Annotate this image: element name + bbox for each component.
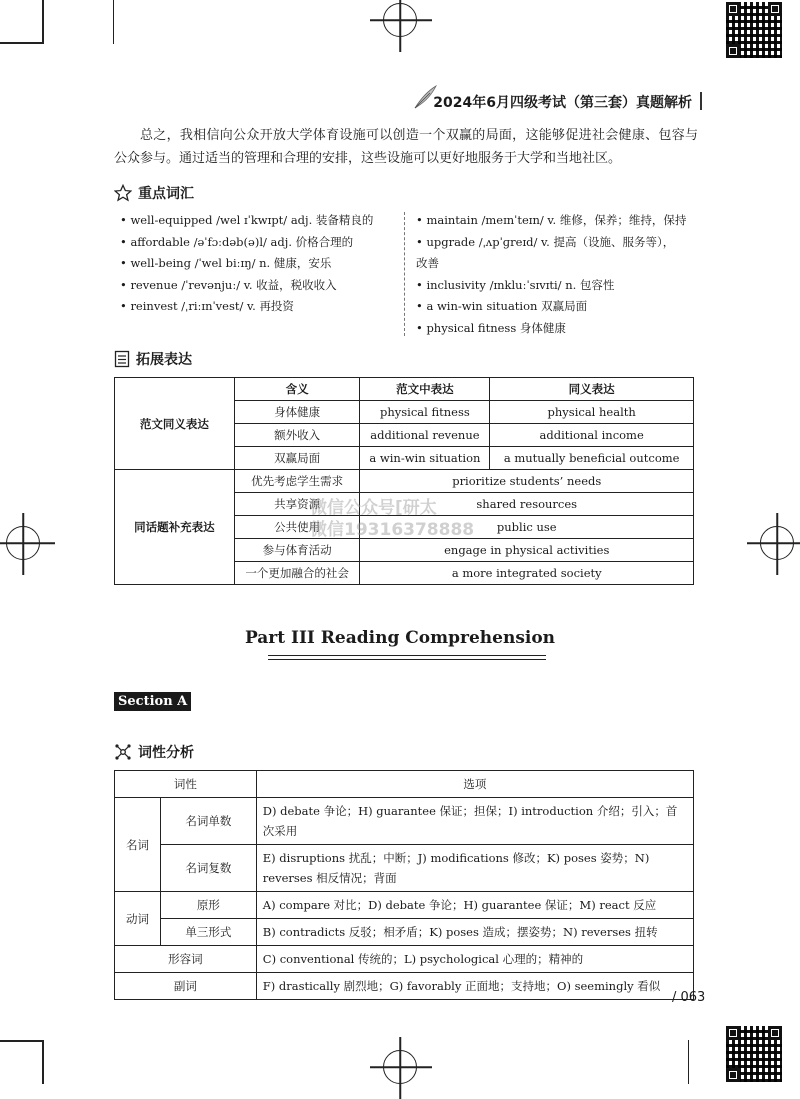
network-icon <box>114 743 132 761</box>
vocab-list-left <box>120 210 373 318</box>
vocab-item: • well-being /ˈwel biːɪŋ/ n. 健康，安乐 <box>120 256 332 270</box>
pos-options: D) debate 争论；H) guarantee 保证；担保；I) introduction 介绍；引入；首次采用 <box>256 798 693 845</box>
pos-subtype: 名词复数 <box>160 845 256 892</box>
summary-paragraph: 总之，我相信向公众开放大学体育设施可以创造一个双赢的局面，这能够促进社会健康、包容与公众参与。通过适当的管理和合理的安排，这些设施可以更好地服务于大学和当地社区。 <box>114 128 698 166</box>
watermark-line: 微信公众号[研太 <box>310 498 437 518</box>
qr-code-icon <box>726 1026 782 1082</box>
vocab-section-title: 重点词汇 <box>138 186 194 202</box>
registration-mark <box>760 526 794 560</box>
registration-mark <box>383 3 417 37</box>
group-label-supplementary: 同话题补充表达 <box>115 470 235 585</box>
vocab-item: • inclusivity /ɪnkluːˈsɪvɪti/ n. 包容性 <box>416 277 615 292</box>
table-row <box>115 798 694 845</box>
table-cell: 身体健康 <box>234 401 360 424</box>
table-cell: additional revenue <box>360 424 490 447</box>
table-cell: 额外收入 <box>234 424 360 447</box>
table-cell: engage in physical activities <box>360 539 694 562</box>
vocab-item: 改善 <box>416 256 439 270</box>
table-row <box>115 892 694 919</box>
table-cell: additional income <box>490 424 694 447</box>
table-header: 含义 <box>234 378 360 401</box>
vocab-item: • reinvest /ˌriːɪnˈvest/ v. 再投资 <box>120 299 294 313</box>
vocab-item: • physical fitness 身体健康 <box>416 320 566 335</box>
pos-adjective: 形容词 <box>115 946 257 973</box>
crop-mark <box>0 1040 44 1042</box>
pos-section-heading <box>114 742 194 762</box>
table-cell: physical health <box>490 401 694 424</box>
pos-options: E) disruptions 扰乱；中断；J) modifications 修改；K) poses 姿势；N) reverses 相反情况；背面 <box>256 845 693 892</box>
pos-adverb: 副词 <box>115 973 257 1000</box>
pos-subtype: 原形 <box>160 892 256 919</box>
expansion-section-heading <box>114 349 192 369</box>
table-row <box>115 771 694 798</box>
table-cell: a win-win situation <box>360 447 490 470</box>
header-title: 2024年6月四级考试（第三套）真题解析 <box>433 95 692 111</box>
table-cell: 共享资源 <box>234 493 360 516</box>
header-divider <box>700 92 702 110</box>
table-cell: 一个更加融合的社会 <box>234 562 360 585</box>
star-icon <box>114 184 132 202</box>
table-row <box>115 845 694 892</box>
watermark-line: 微信19316378888 <box>310 520 475 540</box>
table-header: 词性 <box>115 771 257 798</box>
pos-verb: 动词 <box>115 892 161 946</box>
table-cell: 公共使用 <box>234 516 360 539</box>
table-row <box>115 919 694 946</box>
vocab-item: • maintain /meɪnˈteɪn/ v. 维修，保养；维持，保持 <box>416 213 687 227</box>
pos-table <box>114 770 694 1000</box>
table-header: 同义表达 <box>490 378 694 401</box>
pos-options: B) contradicts 反驳；相矛盾；K) poses 造成；摆姿势；N) reverses 扭转 <box>256 919 693 946</box>
crop-mark <box>688 1040 689 1084</box>
pos-options: C) conventional 传统的；L) psychological 心理的；精神的 <box>256 946 693 973</box>
section-label: Section A <box>114 692 191 711</box>
table-cell: prioritize students’ needs <box>360 470 694 493</box>
pos-options: F) drastically 剧烈地；G) favorably 正面地；支持地；O) seemingly 看似 <box>256 973 693 1000</box>
crop-mark <box>113 0 114 44</box>
table-cell: 参与体育活动 <box>234 539 360 562</box>
part-title: Part III Reading Comprehension <box>244 628 556 648</box>
table-cell: public use <box>360 516 694 539</box>
qr-code-icon <box>726 2 782 58</box>
table-row <box>115 470 694 493</box>
watermark <box>310 497 474 541</box>
table-cell: 优先考虑学生需求 <box>234 470 360 493</box>
vocab-divider <box>404 212 405 336</box>
crop-mark <box>0 42 44 44</box>
vocab-item: • a win-win situation 双赢局面 <box>416 299 588 313</box>
part-title-rule <box>268 655 546 660</box>
notebook-icon <box>114 350 130 368</box>
crop-mark <box>42 0 44 44</box>
vocab-item: • affordable /əˈfɔːdəb(ə)l/ adj. 价格合理的 <box>120 234 354 249</box>
group-label-synonyms: 范文同义表达 <box>115 378 235 470</box>
pos-subtype: 名词单数 <box>160 798 256 845</box>
crop-mark <box>42 1040 44 1084</box>
table-header: 范文中表达 <box>360 378 490 401</box>
expansion-section-title: 拓展表达 <box>136 352 192 368</box>
pos-options: A) compare 对比；D) debate 争论；H) guarantee 保证；M) react 反应 <box>256 892 693 919</box>
expansion-table <box>114 377 694 585</box>
pos-subtype: 单三形式 <box>160 919 256 946</box>
registration-mark <box>383 1050 417 1084</box>
vocab-item: • well-equipped /wel ɪˈkwɪpt/ adj. 装备精良的 <box>120 213 374 227</box>
vocab-list-right <box>416 210 686 339</box>
table-row <box>115 946 694 973</box>
table-header: 选项 <box>256 771 693 798</box>
registration-mark <box>6 526 40 560</box>
table-cell: 双赢局面 <box>234 447 360 470</box>
pos-section-title: 词性分析 <box>138 745 194 761</box>
table-cell: a more integrated society <box>360 562 694 585</box>
table-cell: physical fitness <box>360 401 490 424</box>
vocab-item: • revenue /ˈrevənjuː/ v. 收益，税收收入 <box>120 277 337 292</box>
table-cell: shared resources <box>360 493 694 516</box>
page-number: / 063 <box>672 990 706 1005</box>
pos-noun: 名词 <box>115 798 161 892</box>
vocab-item: • upgrade /ˌʌpˈɡreɪd/ v. 提高（设施、服务等）， <box>416 234 675 249</box>
table-cell: a mutually beneficial outcome <box>490 447 694 470</box>
vocab-section-heading <box>114 183 194 203</box>
page-header <box>420 88 702 114</box>
table-row <box>115 973 694 1000</box>
